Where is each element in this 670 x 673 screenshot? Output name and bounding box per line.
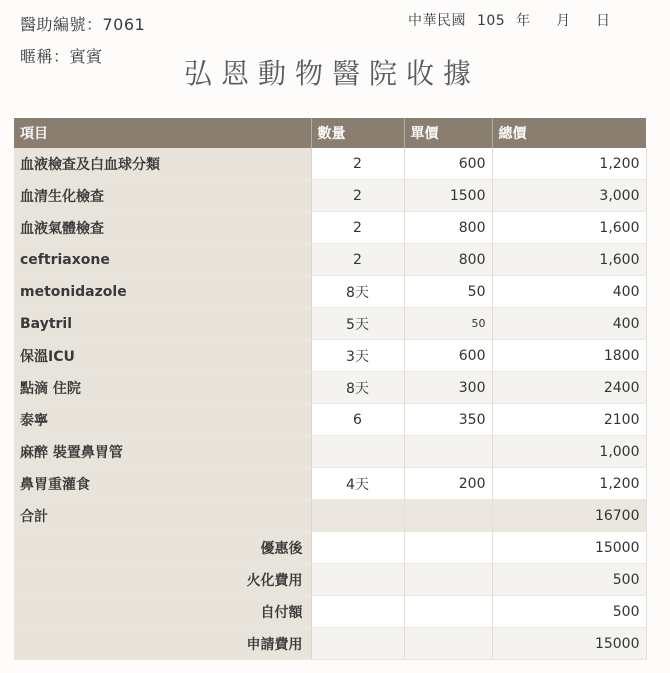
record-id: 醫助編號：7061	[20, 15, 146, 34]
item-unit-price: 50	[404, 308, 492, 340]
item-unit-price: 1500	[404, 180, 492, 212]
summary-value: 16700	[492, 500, 646, 532]
item-name: 鼻胃重灌食	[14, 468, 311, 500]
item-quantity: 6	[311, 404, 404, 436]
item-quantity: 2	[311, 148, 404, 180]
item-name: metonidazole	[14, 276, 311, 308]
item-total-price: 3,000	[492, 180, 646, 212]
item-unit-price: 300	[404, 372, 492, 404]
summary-value: 500	[492, 596, 646, 628]
item-unit-price: 600	[404, 340, 492, 372]
item-total-price: 2100	[492, 404, 646, 436]
table-row	[14, 212, 646, 244]
column-header-total-price: 總價	[492, 118, 646, 148]
summary-row-claim-amount	[14, 628, 646, 660]
summary-label: 火化費用	[14, 564, 311, 596]
item-name: 血清生化檢查	[14, 180, 311, 212]
empty-cell	[311, 564, 404, 596]
summary-value: 15000	[492, 628, 646, 660]
table-row	[14, 244, 646, 276]
item-total-price: 400	[492, 308, 646, 340]
item-unit-price: 800	[404, 212, 492, 244]
table-row	[14, 404, 646, 436]
item-quantity: 5天	[311, 308, 404, 340]
item-name: 點滴 住院	[14, 372, 311, 404]
table-row	[14, 180, 646, 212]
summary-label: 優惠後	[14, 532, 311, 564]
item-total-price: 1,000	[492, 436, 646, 468]
item-name: 麻醉 裝置鼻胃管	[14, 436, 311, 468]
item-quantity: 2	[311, 212, 404, 244]
empty-cell	[311, 596, 404, 628]
table-row	[14, 436, 646, 468]
summary-row-subtotal	[14, 500, 646, 532]
summary-label: 自付額	[14, 596, 311, 628]
summary-value: 15000	[492, 532, 646, 564]
receipt-date: 中華民國 105 年 月 日	[408, 13, 611, 29]
item-total-price: 400	[492, 276, 646, 308]
receipt-title: 弘恩動物醫院收據	[184, 57, 481, 90]
empty-cell	[311, 500, 404, 532]
table-row	[14, 308, 646, 340]
item-quantity: 2	[311, 180, 404, 212]
item-unit-price: 200	[404, 468, 492, 500]
table-row	[14, 340, 646, 372]
item-name: 保溫ICU	[14, 340, 311, 372]
empty-cell	[311, 532, 404, 564]
summary-row-copay	[14, 596, 646, 628]
item-quantity: 2	[311, 244, 404, 276]
table-row	[14, 372, 646, 404]
item-total-price: 1,600	[492, 244, 646, 276]
empty-cell	[311, 628, 404, 660]
receipt-table	[14, 118, 647, 660]
table-row	[14, 148, 646, 180]
table-header-row	[14, 118, 646, 148]
item-total-price: 1,600	[492, 212, 646, 244]
item-total-price: 1,200	[492, 148, 646, 180]
item-name: 血液檢查及白血球分類	[14, 148, 311, 180]
item-quantity: 8天	[311, 372, 404, 404]
column-header-unit-price: 單價	[404, 118, 492, 148]
item-total-price: 2400	[492, 372, 646, 404]
empty-cell	[404, 628, 492, 660]
table-row	[14, 468, 646, 500]
summary-value: 500	[492, 564, 646, 596]
item-name: ceftriaxone	[14, 244, 311, 276]
item-unit-price: 600	[404, 148, 492, 180]
item-name: 血液氣體檢查	[14, 212, 311, 244]
item-unit-price: 800	[404, 244, 492, 276]
summary-label: 合計	[14, 500, 311, 532]
summary-label: 申請費用	[14, 628, 311, 660]
item-total-price: 1800	[492, 340, 646, 372]
column-header-quantity: 數量	[311, 118, 404, 148]
table-row	[14, 276, 646, 308]
pet-nickname: 暱稱：賓賓	[20, 47, 103, 66]
item-name: 泰寧	[14, 404, 311, 436]
item-unit-price: 350	[404, 404, 492, 436]
item-name: Baytril	[14, 308, 311, 340]
item-total-price: 1,200	[492, 468, 646, 500]
summary-row-discounted	[14, 532, 646, 564]
item-quantity	[311, 436, 404, 468]
empty-cell	[404, 564, 492, 596]
column-header-item: 項目	[14, 118, 311, 148]
summary-row-cremation-fee	[14, 564, 646, 596]
item-quantity: 4天	[311, 468, 404, 500]
item-unit-price: 50	[404, 276, 492, 308]
item-quantity: 3天	[311, 340, 404, 372]
item-unit-price	[404, 436, 492, 468]
empty-cell	[404, 532, 492, 564]
empty-cell	[404, 596, 492, 628]
empty-cell	[404, 500, 492, 532]
item-quantity: 8天	[311, 276, 404, 308]
